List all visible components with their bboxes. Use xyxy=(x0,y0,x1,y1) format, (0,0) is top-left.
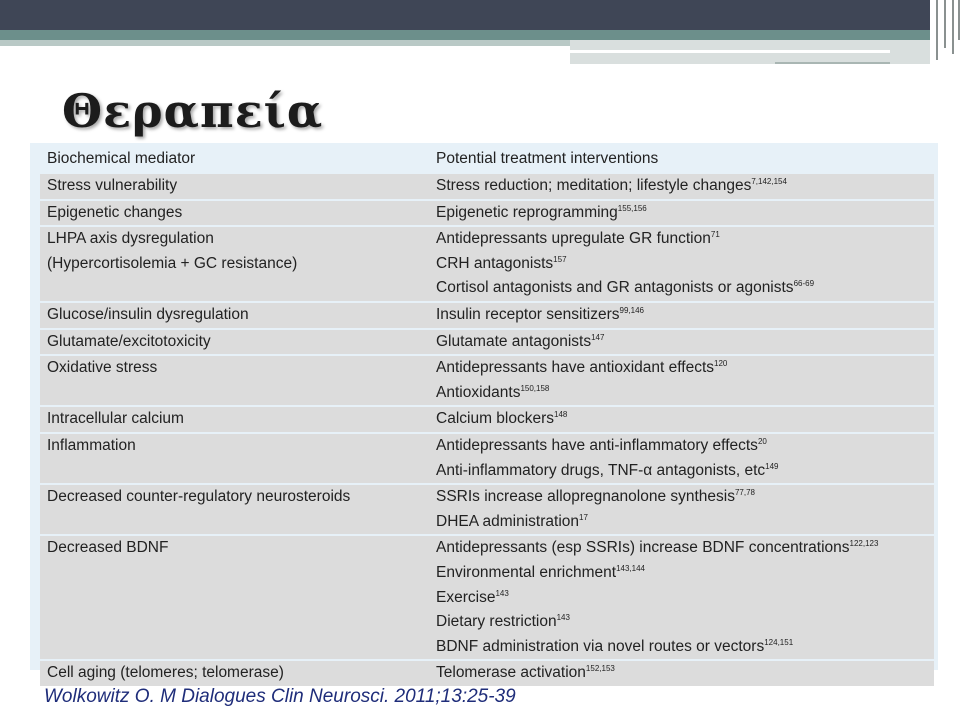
mediator-cell xyxy=(40,535,429,660)
table-row xyxy=(40,329,934,356)
table-row xyxy=(40,660,934,686)
intervention-text: Antidepressants have antioxidant effects$^{120}$ xyxy=(436,359,728,377)
reference-superscript: 149 xyxy=(765,461,779,471)
reference-superscript: 152,153 xyxy=(585,664,615,674)
reference-superscript: 77,78 xyxy=(734,487,756,497)
mediator-cell xyxy=(40,406,429,433)
mediator-cell xyxy=(40,355,429,406)
intervention-text: Anti-inflammatory drugs, TNF-α antagonists, etc$^{149}$ xyxy=(436,461,779,479)
intervention-text: Antidepressants upregulate GR function$^{71}$ xyxy=(436,230,720,248)
mediator-text: Cell aging (telomeres; telomerase) xyxy=(47,664,284,682)
table-row xyxy=(40,433,934,484)
table-row xyxy=(40,200,934,227)
intervention-cell xyxy=(429,406,934,433)
mediator-cell xyxy=(40,302,429,329)
banner-light-stripe xyxy=(0,40,570,46)
intervention-text: Calcium blockers$^{148}$ xyxy=(436,410,568,428)
mediator-text: Decreased counter-regulatory neurosteroids xyxy=(47,488,351,506)
mediator-cell xyxy=(40,173,429,200)
mediator-text: (Hypercortisolemia + GC resistance) xyxy=(47,254,298,272)
banner-accent-stripe xyxy=(0,30,930,40)
intervention-cell xyxy=(429,200,934,227)
table-row xyxy=(40,355,934,406)
intervention-text: Dietary restriction$^{143}$ xyxy=(436,612,570,631)
reference-superscript: 120 xyxy=(714,359,728,368)
intervention-text: Antioxidants$^{150,158}$ xyxy=(436,383,550,401)
mediator-text: Stress vulnerability xyxy=(47,177,178,194)
mediator-text: Intracellular calcium xyxy=(47,410,184,428)
table-row xyxy=(40,302,934,329)
intervention-text: Epigenetic reprogramming$^{155,156}$ xyxy=(436,203,647,221)
reference-superscript: 147 xyxy=(591,332,605,342)
title-banner xyxy=(0,0,930,30)
table-row xyxy=(40,226,934,302)
intervention-cell xyxy=(429,226,934,302)
mediator-text: Glucose/insulin dysregulation xyxy=(47,305,249,323)
mediator-text: Epigenetic changes xyxy=(47,203,183,221)
header-mediator: Biochemical mediator xyxy=(47,150,196,167)
intervention-text: CRH antagonists$^{157}$ xyxy=(436,254,567,272)
mediator-text: LHPA axis dysregulation xyxy=(47,230,214,248)
mediator-text: Decreased BDNF xyxy=(47,539,169,557)
intervention-cell xyxy=(429,535,934,660)
intervention-text: Insulin receptor sensitizers$^{99,146}$ xyxy=(436,305,644,323)
intervention-cell xyxy=(429,329,934,356)
reference-superscript: 20 xyxy=(757,436,767,446)
intervention-text: Telomerase activation$^{152,153}$ xyxy=(436,664,615,682)
mediator-text: Inflammation xyxy=(47,436,136,454)
table-row xyxy=(40,484,934,535)
mediator-cell xyxy=(40,484,429,535)
mediator-text: Glutamate/excitotoxicity xyxy=(47,332,211,350)
intervention-cell xyxy=(429,355,934,406)
treatment-table-container xyxy=(30,143,938,682)
reference-superscript: 157 xyxy=(553,254,567,264)
mediator-cell xyxy=(40,660,429,686)
reference-superscript: 71 xyxy=(710,230,720,240)
table-row xyxy=(40,406,934,433)
mediator-text: Oxidative stress xyxy=(47,359,158,377)
banner-white-line xyxy=(570,50,890,53)
table-header-row xyxy=(40,146,934,173)
intervention-text: DHEA administration$^{17}$ xyxy=(436,512,588,530)
intervention-text: Antidepressants have anti-inflammatory effects$^{20}$ xyxy=(436,436,767,454)
reference-superscript: 99,146 xyxy=(619,305,644,315)
mediator-cell xyxy=(40,433,429,484)
table-row xyxy=(40,173,934,200)
intervention-text: Environmental enrichment$^{143,144}$ xyxy=(436,563,645,581)
intervention-cell xyxy=(429,433,934,484)
reference-superscript: 150,158 xyxy=(520,383,550,393)
intervention-text: Glutamate antagonists$^{147}$ xyxy=(436,332,605,350)
reference-superscript: 124,151 xyxy=(764,637,794,647)
table-row xyxy=(40,535,934,660)
intervention-text: BDNF administration via novel routes or vectors$^{124,151}$ xyxy=(436,637,794,655)
intervention-text: Antidepressants (esp SSRIs) increase BDNF concentrations$^{122,123}$ xyxy=(436,539,879,557)
mediator-cell xyxy=(40,329,429,356)
banner-step-line xyxy=(775,62,890,64)
mediator-cell xyxy=(40,226,429,302)
intervention-text: Stress reduction; meditation; lifestyle changes$^{7,142,154}$ xyxy=(436,176,787,194)
reference-superscript: 155,156 xyxy=(617,203,647,213)
citation: Wolkowitz O. M Dialogues Clin Neurosci. 2011;13:25-39 xyxy=(44,686,516,707)
intervention-cell xyxy=(429,660,934,686)
reference-superscript: 7,142,154 xyxy=(751,176,787,186)
intervention-text: SSRIs increase allopregnanolone synthesis$^{77,78}$ xyxy=(436,487,756,506)
header-interventions: Potential treatment interventions xyxy=(436,150,659,167)
reference-superscript: 17 xyxy=(579,512,588,522)
intervention-text: Cortisol antagonists and GR antagonists or agonists$^{66-69}$ xyxy=(436,279,815,297)
reference-superscript: 143 xyxy=(556,612,570,622)
treatment-table xyxy=(40,146,934,686)
reference-superscript: 143,144 xyxy=(616,563,645,573)
reference-superscript: 66-69 xyxy=(793,279,815,289)
reference-superscript: 143 xyxy=(495,588,509,598)
intervention-text: Exercise$^{143}$ xyxy=(436,588,509,606)
mediator-cell xyxy=(40,200,429,227)
reference-superscript: 148 xyxy=(554,410,568,420)
slide-title: Θεραπεία xyxy=(62,84,324,138)
reference-superscript: 122,123 xyxy=(849,539,879,549)
intervention-cell xyxy=(429,173,934,200)
intervention-cell xyxy=(429,302,934,329)
intervention-cell xyxy=(429,484,934,535)
